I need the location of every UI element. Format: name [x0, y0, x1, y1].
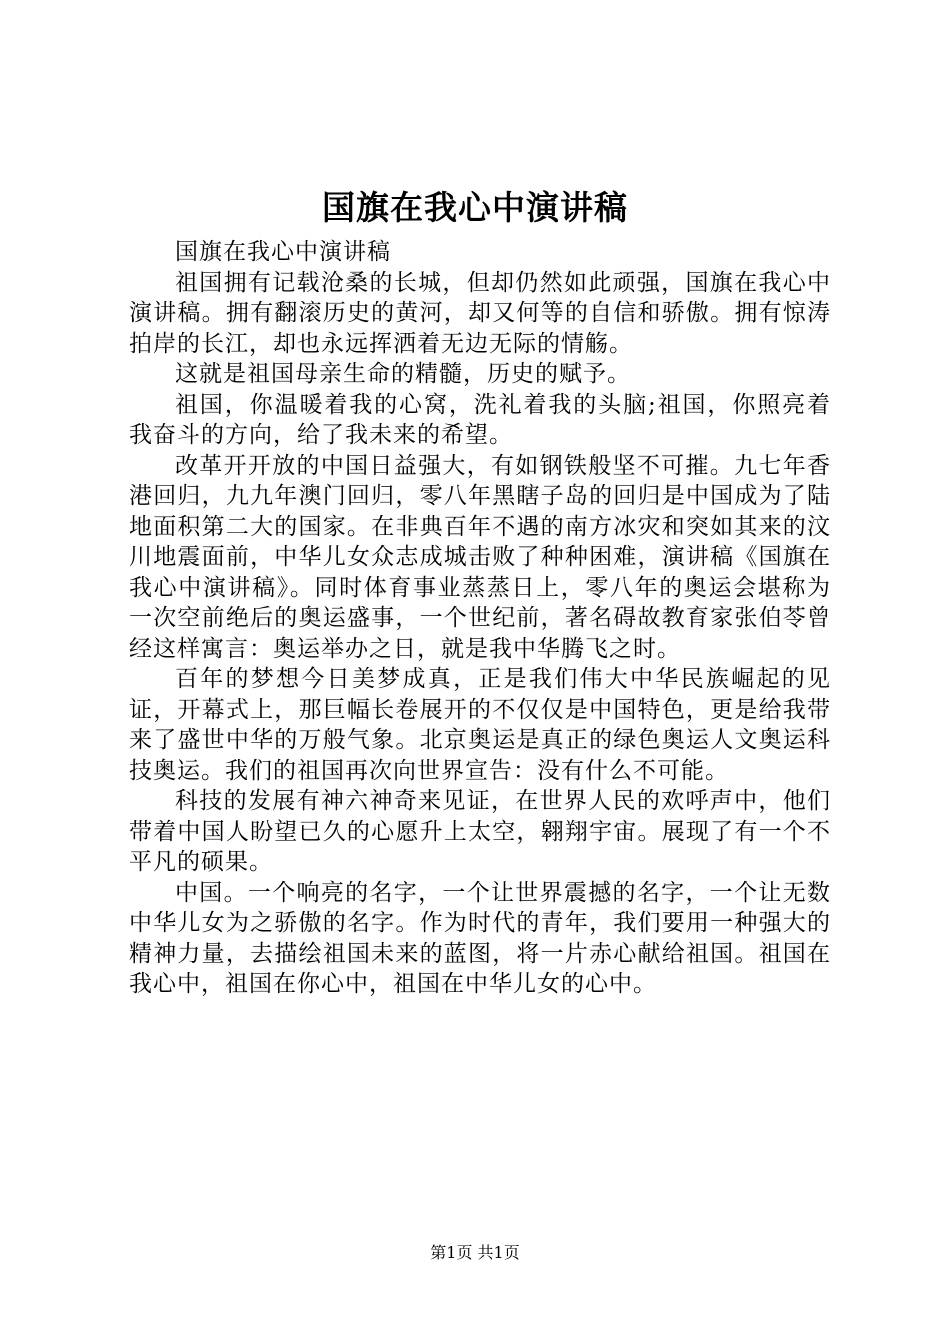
page-footer: 第1页 共1页	[430, 1243, 520, 1262]
paragraph: 科技的发展有神六神奇来见证，在世界人民的欢呼声中，他们带着中国人盼望已久的心愿升上太空，翱翔宇宙。展现了有一个不平凡的硕果。	[129, 788, 831, 875]
paragraph: 百年的梦想今日美梦成真，正是我们伟大中华民族崛起的见证，开幕式上，那巨幅长卷展开的不仅仅是中国特色，更是给我带来了盛世中华的万般气象。北京奥运是真正的绿色奥运人文奥运科技奥运。我们的祖国再次向世界宣告：没有什么不可能。	[129, 666, 831, 784]
document-title: 国旗在我心中演讲稿	[322, 188, 628, 227]
paragraph: 这就是祖国母亲生命的精髓，历史的赋予。	[175, 361, 631, 387]
paragraph: 改革开开放的中国日益强大，有如钢铁般坚不可摧。九七年香港回归，九九年澳门回归，零八年黑瞎子岛的回归是中国成为了陆地面积第二大的国家。在非典百年不遇的南方冰灾和突如其来的汶川地震面前，中华儿女众志成城击败了种种困难，演讲稿《国旗在我心中演讲稿》。同时体育事业蒸蒸日上，零八年的奥运会堪称为一次空前绝后的奥运盛事，一个世纪前，著名碍故教育家张伯苓曾经这样寓言：奥运举办之日，就是我中华腾飞之时。	[129, 452, 831, 662]
paragraph: 祖国拥有记载沧桑的长城，但却仍然如此顽强，国旗在我心中演讲稿。拥有翻滚历史的黄河，却又何等的自信和骄傲。拥有惊涛拍岸的长江，却也永远挥洒着无边无际的情觞。	[129, 269, 831, 357]
paragraph: 中国。一个响亮的名字，一个让世界震撼的名字，一个让无数中华儿女为之骄傲的名字。作为时代的青年，我们要用一种强大的精神力量，去描绘祖国未来的蓝图，将一片赤心献给祖国。祖国在我心中，祖国在你心中，祖国在中华儿女的心中。	[129, 879, 831, 997]
document-body	[129, 237, 831, 1000]
paragraph: 国旗在我心中演讲稿	[175, 239, 391, 265]
paragraph: 祖国，你温暖着我的心窝，洗礼着我的头脑;祖国，你照亮着我奋斗的方向，给了我未来的希望。	[129, 391, 831, 448]
